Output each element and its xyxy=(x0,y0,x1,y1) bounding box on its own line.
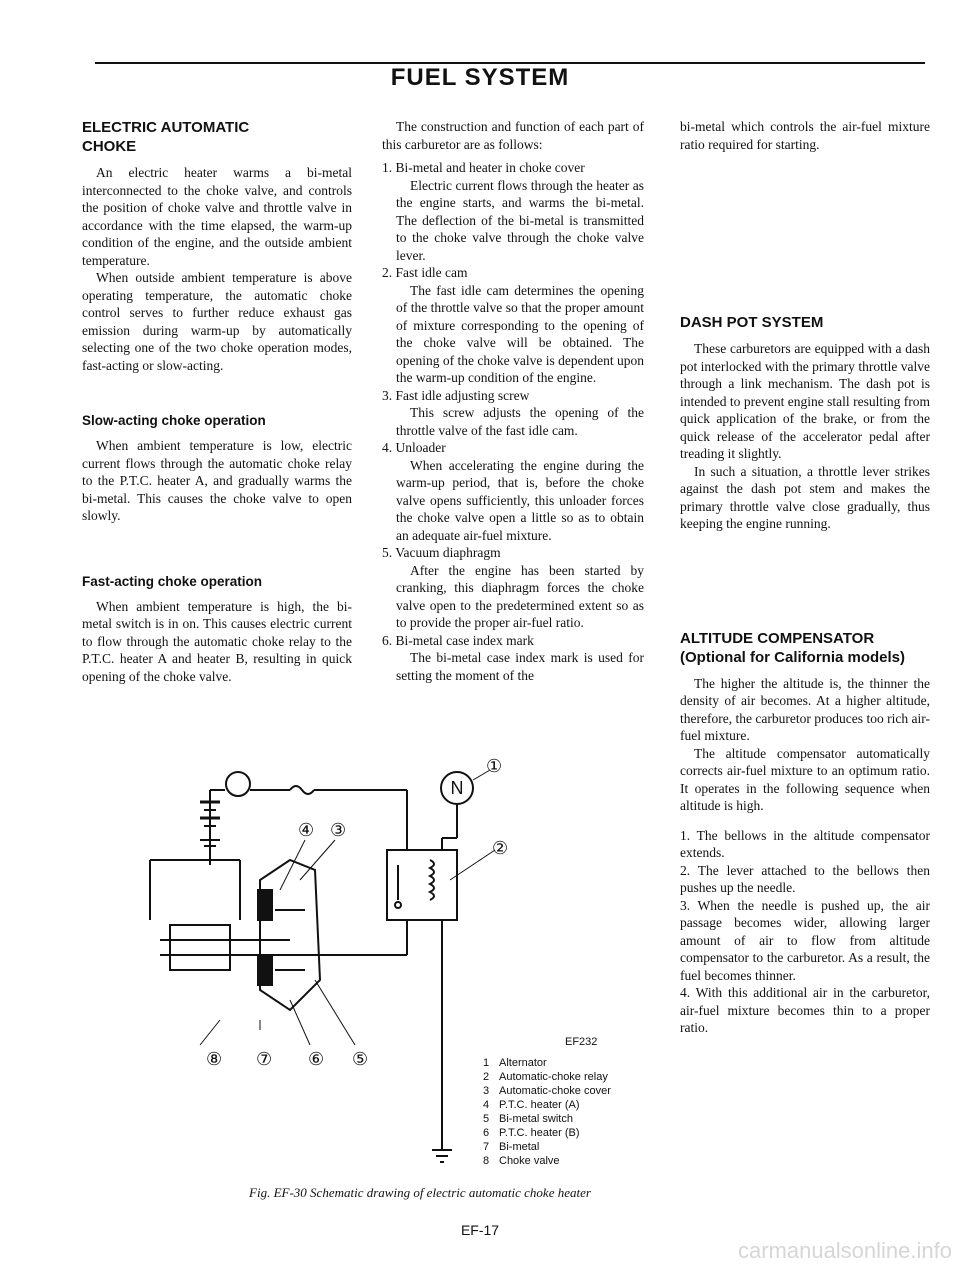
item-title: 3. Fast idle adjusting screw xyxy=(382,387,530,403)
legend-item: 1 Alternator xyxy=(483,1057,547,1069)
list-item: 3. When the needle is pushed up, the air passage becomes wider, allowing larger amount of air to flow from altitude compensator to the carburetor. As a result, the fuel becomes thinner. xyxy=(680,897,930,983)
paragraph: An electric heater warms a bi-metal interconnected to the choke valve, and controls the position of choke valve and throttle valve in accordance with the time elapsed, the warm-up condition of the engine, and the outside ambient temperature. xyxy=(82,165,352,268)
item-title: 6. Bi-metal case index mark xyxy=(382,632,534,648)
list-item: 1. The bellows in the altitude compensator extends. xyxy=(680,827,930,860)
list-item: 2. The lever attached to the bellows then pushes up the needle. xyxy=(680,862,930,895)
legend-item: 8 Choke valve xyxy=(483,1155,560,1167)
callout-4: ④ xyxy=(298,820,315,841)
list-item: 4. With this additional air in the carburetor, air-fuel mixture becomes thin to a proper ratio. xyxy=(680,985,930,1035)
alternator-label: N xyxy=(450,778,464,798)
item-body: When accelerating the engine during the warm-up period, that is, before the choke valve opens sufficiently, this unloader forces the choke valve open a little so as to obtain an adequate air-fuel mixture. xyxy=(396,457,644,543)
item-title: 2. Fast idle cam xyxy=(382,265,468,280)
battery-symbol xyxy=(200,790,220,865)
item-body: The bi-metal case index mark is used for setting the moment of the xyxy=(396,650,644,683)
paragraph: When ambient temperature is high, the bi-metal switch is in on. This causes electric current to flow through the automatic choke relay to the P.T.C. heater A and heater B, resulting in quick opening of the choke valve. xyxy=(82,598,352,684)
item-title: 4. Unloader xyxy=(382,440,446,455)
page-number: EF-17 xyxy=(460,1222,500,1238)
callout-5: ⑤ xyxy=(352,1049,369,1070)
page-header: FUEL SYSTEM xyxy=(390,64,570,91)
callout-6: ⑥ xyxy=(308,1049,325,1070)
paragraph: bi-metal which controls the air-fuel mixture ratio required for starting. xyxy=(680,119,930,152)
column-right xyxy=(680,118,930,1037)
column-left xyxy=(82,118,352,685)
callout-2: ② xyxy=(492,838,509,859)
item-body: After the engine has been started by cranking, this diaphragm forces the choke valve open to the predetermined extent so as to provide the proper air-fuel ratio. xyxy=(396,562,644,630)
column-middle xyxy=(382,118,644,684)
legend-item: 4 P.T.C. heater (A) xyxy=(483,1099,580,1111)
figure-legend xyxy=(483,1056,611,1168)
item-title: 1. Bi-metal and heater in choke cover xyxy=(382,160,585,175)
legend-item: 3 Automatic-choke cover xyxy=(483,1085,611,1097)
paragraph: The higher the altitude is, the thinner the density of air becomes. At a higher altitude, therefore, the carburetor produces too rich air-fuel mixture. xyxy=(680,675,930,743)
callout-3: ③ xyxy=(330,820,347,841)
item-body: Electric current flows through the heater as the engine starts, and warms the bi-metal. The deflection of the bi-metal is transmitted to the choke valve through the choke valve lever. xyxy=(396,177,644,263)
heading-altitude-compensator: ALTITUDE COMPENSATOR (Optional for California models) xyxy=(680,629,906,666)
watermark: carmanualsonline.info xyxy=(737,1238,952,1263)
figure-caption: Fig. EF-30 Schematic drawing of electric automatic choke heater xyxy=(249,1185,591,1200)
callout-8: ⑧ xyxy=(206,1049,223,1070)
paragraph: When outside ambient temperature is above operating temperature, the automatic choke control serves to further reduce exhaust gas emission during warm-up by automatically selecting one of the two choke operation modes, fast-acting or slow-acting. xyxy=(82,270,352,373)
callout-7: ⑦ xyxy=(256,1049,273,1070)
paragraph: In such a situation, a throttle lever strikes against the dash pot stem and makes the primary throttle valve close gradually, thus keeping the engine running. xyxy=(680,463,930,531)
choke-cover-symbol xyxy=(150,840,355,1045)
legend-item: 7 Bi-metal xyxy=(483,1141,540,1153)
item-body: This screw adjusts the opening of the throttle valve of the fast idle cam. xyxy=(396,405,644,438)
ignition-switch-symbol xyxy=(210,772,407,796)
legend-item: 2 Automatic-choke relay xyxy=(483,1071,608,1083)
alternator-symbol xyxy=(432,772,473,1162)
heading-electric-automatic-choke: ELECTRIC AUTOMATIC CHOKE xyxy=(82,119,250,155)
heading-fast-acting: Fast-acting choke operation xyxy=(82,573,263,589)
paragraph: The construction and function of each part of this carburetor are as follows: xyxy=(382,119,644,152)
paragraph: These carburetors are equipped with a dash pot interlocked with the primary throttle valve through a link mechanism. The dash pot is intended to prevent engine stall resulting from quick application of the brake, or from the quick release of the accelerator pedal after treading it slightly. xyxy=(680,341,930,461)
heading-dash-pot: DASH POT SYSTEM xyxy=(680,314,824,331)
legend-item: 5 Bi-metal switch xyxy=(483,1113,573,1125)
legend-item: 6 P.T.C. heater (B) xyxy=(483,1127,580,1139)
item-body: The fast idle cam determines the opening of the throttle valve so that the proper amount of mixture corresponding to the opening of the choke valve will be obtained. The opening of the choke valve is dependent upon the warm-up condition of the engine. xyxy=(396,282,644,385)
paragraph: The altitude compensator automatically corrects air-fuel mixture to an optimum ratio. It operates in the following sequence when altitude is high. xyxy=(680,745,930,813)
heading-slow-acting: Slow-acting choke operation xyxy=(82,413,266,428)
item-title: 5. Vacuum diaphragm xyxy=(382,545,501,560)
paragraph: When ambient temperature is low, electric current flows through the automatic choke relay to the P.T.C. heater A, and gradually warms the bi-metal. This causes the choke valve to open slowly. xyxy=(82,438,352,523)
figure-code: EF232 xyxy=(565,1036,598,1048)
callout-1: ① xyxy=(486,756,503,777)
